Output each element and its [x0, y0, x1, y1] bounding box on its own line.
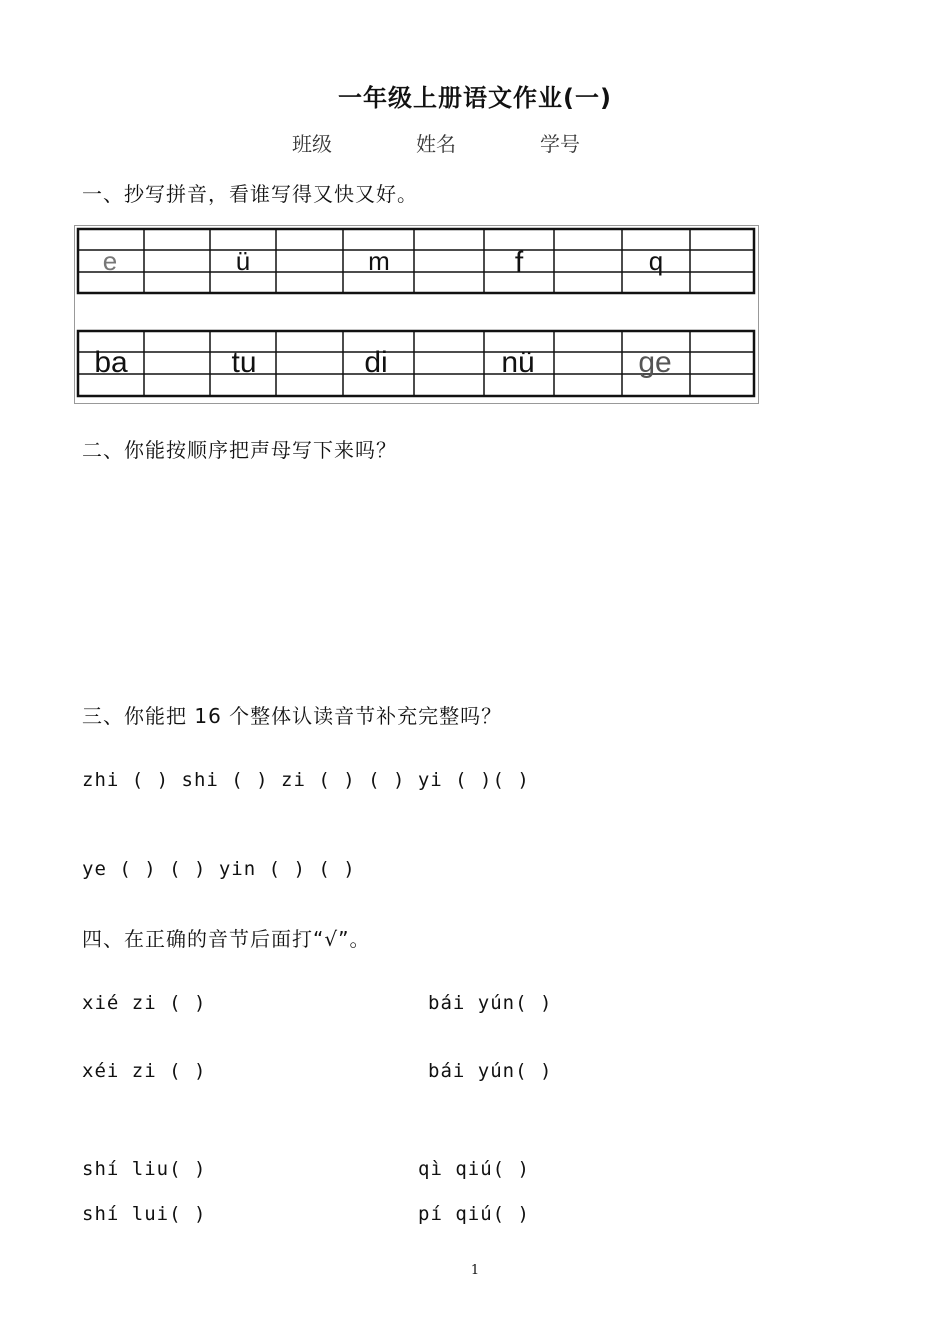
check-item: xié zi ( ) — [82, 992, 207, 1014]
section-3-heading: 三、你能把 16 个整体认读音节补充完整吗？ — [82, 704, 503, 728]
pinyin-cell: ba — [94, 346, 128, 379]
check-item: xéi zi ( ) — [82, 1060, 207, 1082]
pinyin-cell: q — [648, 246, 664, 276]
pinyin-cell: ü — [235, 246, 251, 276]
check-item: bái yún( ) — [428, 1060, 553, 1082]
check-item: shí lui( ) — [82, 1203, 207, 1225]
check-item: bái yún( ) — [428, 992, 553, 1014]
page-title: 一年级上册语文作业(一) — [338, 84, 612, 112]
page-number: 1 — [470, 1263, 480, 1278]
name-label: 姓名 — [416, 132, 456, 156]
student-id-label: 学号 — [540, 132, 580, 156]
check-item: pí qiú( ) — [418, 1203, 530, 1225]
class-label: 班级 — [292, 132, 332, 156]
pinyin-cell: e — [102, 246, 118, 276]
syllable-fill-line-2: ye ( ) ( ) yin ( ) ( ) — [82, 858, 356, 880]
check-item: shí liu( ) — [82, 1158, 207, 1180]
pinyin-cell: nü — [501, 346, 535, 379]
pinyin-cell: tu — [231, 346, 257, 379]
section-2-heading: 二、你能按顺序把声母写下来吗？ — [82, 438, 397, 462]
pinyin-cell: ge — [638, 346, 672, 379]
pinyin-copy-grid — [74, 225, 759, 404]
section-4-heading: 四、在正确的音节后面打“√”。 — [82, 927, 371, 951]
pinyin-cell: di — [364, 346, 388, 379]
section-1-heading: 一、抄写拼音，看谁写得又快又好。 — [82, 182, 418, 206]
check-item: qì qiú( ) — [418, 1158, 530, 1180]
pinyin-cell: f — [514, 246, 524, 279]
pinyin-cell: m — [368, 246, 390, 276]
syllable-fill-line-1: zhi ( ) shi ( ) zi ( ) ( ) yi ( )( ) — [82, 769, 530, 791]
